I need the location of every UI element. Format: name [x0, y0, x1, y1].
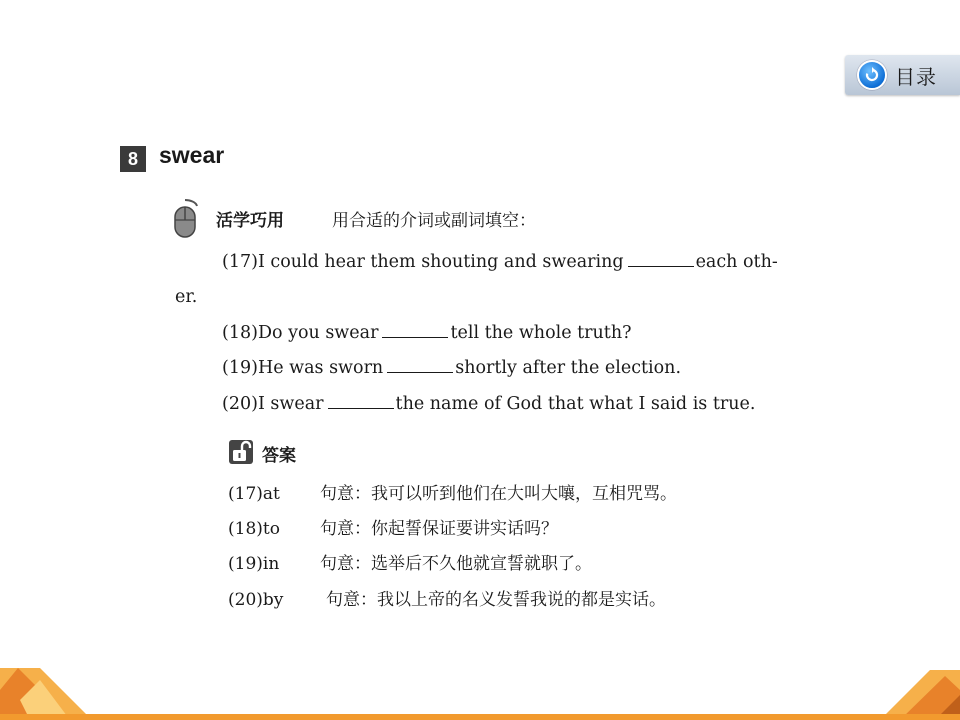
question-text-before: I could hear them shouting and swearing [257, 252, 624, 272]
answer-18 [228, 514, 558, 539]
answers-title: 答案 [262, 446, 296, 466]
question-20 [222, 394, 755, 414]
unlock-icon [228, 439, 254, 465]
question-text-before: Do you swear [257, 323, 379, 343]
answer-key: (19)in [228, 554, 280, 574]
answer-key: (18)to [228, 519, 280, 539]
answer-17 [228, 479, 677, 504]
answer-blank [387, 371, 453, 373]
answer-20 [228, 585, 666, 610]
answer-explanation: 句意：我可以听到他们在大叫大嚷，互相咒骂。 [320, 484, 677, 504]
question-17 [222, 252, 778, 272]
answer-explanation: 句意：你起誓保证要讲实话吗？ [320, 519, 558, 539]
section-title: swear [159, 142, 225, 168]
answer-explanation: 句意：我以上帝的名义发誓我说的都是实话。 [326, 590, 666, 610]
question-number: (18) [222, 323, 258, 343]
answer-explanation: 句意：选举后不久他就宣誓就职了。 [320, 554, 592, 574]
answer-blank [328, 407, 394, 409]
answer-key: (20)by [228, 590, 284, 610]
question-text-after: shortly after the election. [455, 358, 682, 378]
question-text-before: I swear [257, 394, 324, 414]
answer-19 [228, 549, 592, 574]
answer-blank [628, 265, 694, 267]
question-text-before: He was sworn [257, 358, 384, 378]
question-text-after: the name of God that what I said is true. [395, 394, 756, 414]
mouse-icon [170, 198, 200, 240]
question-text-after: each oth- [695, 252, 778, 272]
answer-key: (17)at [228, 484, 280, 504]
question-number: (19) [222, 358, 258, 378]
question-18 [222, 323, 631, 343]
question-17-continuation: er. [175, 287, 198, 307]
question-number: (20) [222, 394, 258, 414]
refresh-icon [857, 60, 887, 90]
toc-label: 目录 [895, 64, 937, 89]
activity-title: 活学巧用 [216, 211, 284, 231]
question-number: (17) [222, 252, 258, 272]
section-number-badge: 8 [120, 146, 146, 172]
activity-instruction: 用合适的介词或副词填空： [332, 211, 536, 231]
question-text-after: tell the whole truth? [450, 323, 632, 343]
answer-blank [382, 336, 448, 338]
toc-button[interactable] [845, 55, 960, 95]
question-19 [222, 358, 681, 378]
